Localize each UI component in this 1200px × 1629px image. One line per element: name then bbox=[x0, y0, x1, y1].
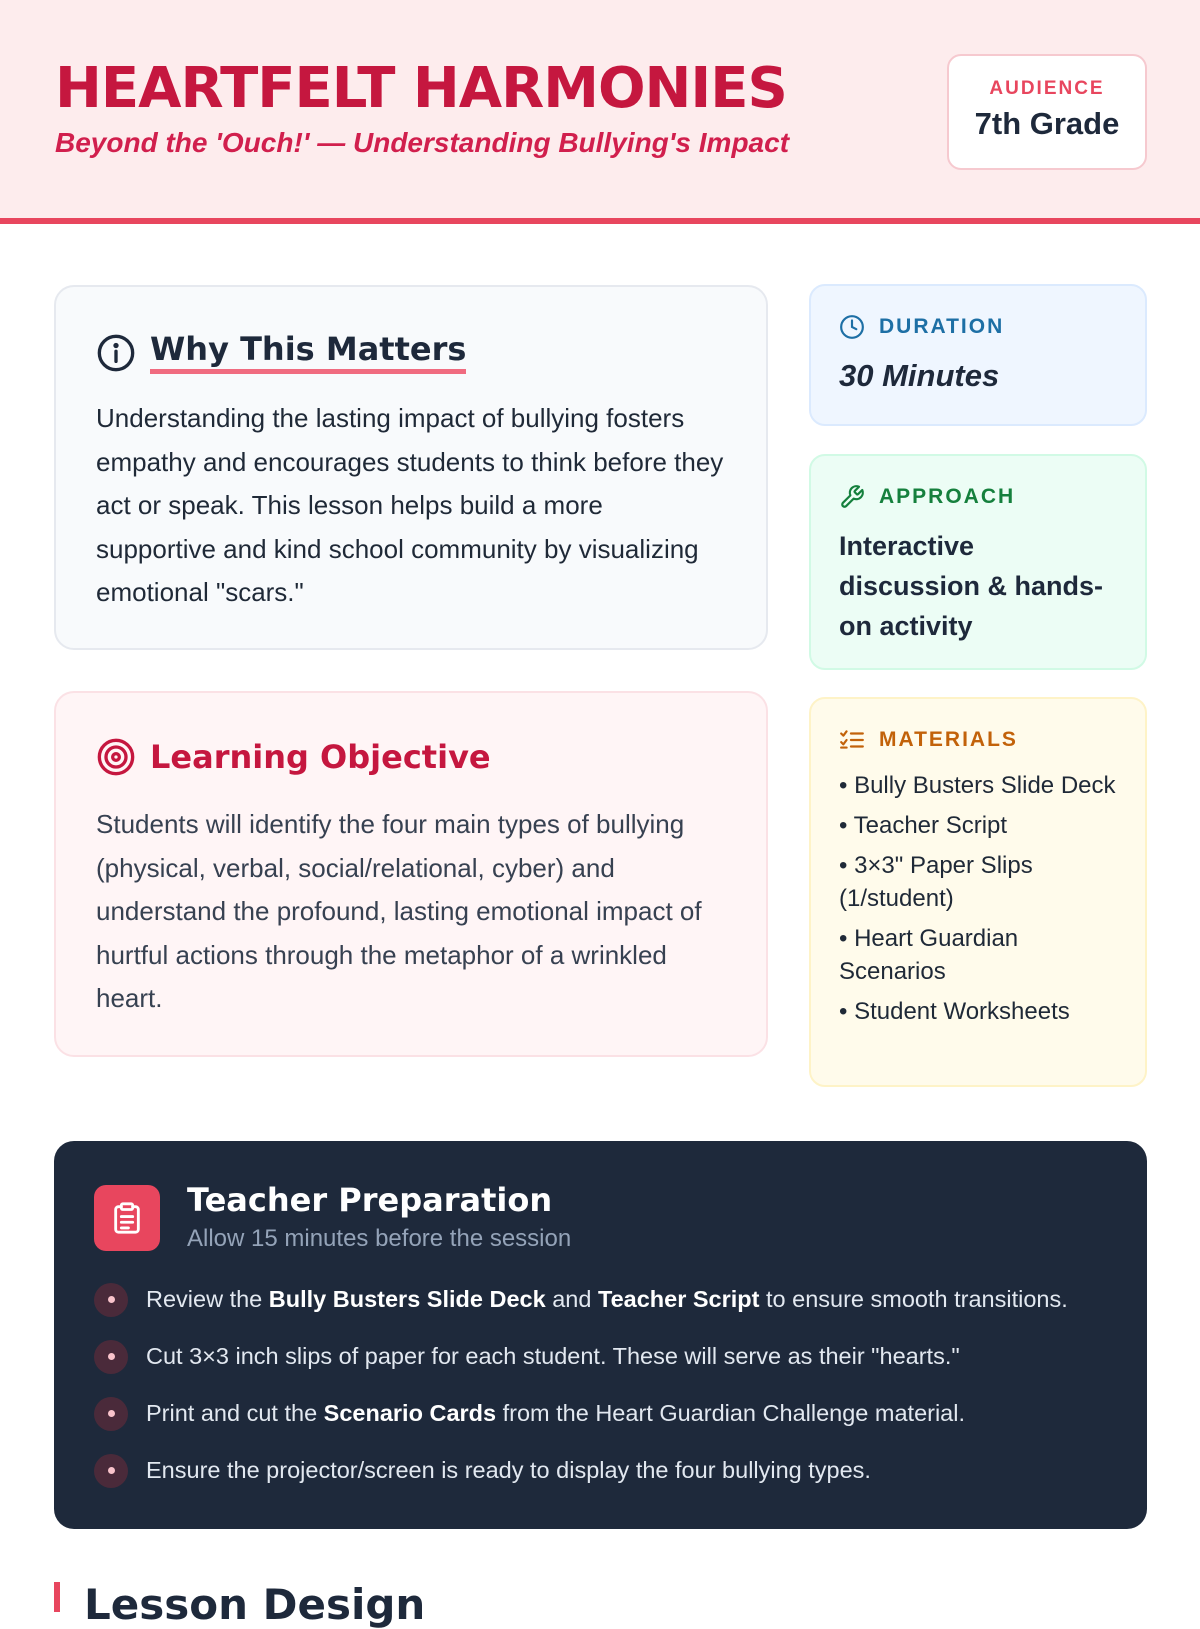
lesson-design-section-heading bbox=[54, 1580, 426, 1629]
page-subtitle: Beyond the 'Ouch!' — Understanding Bullying's Impact bbox=[55, 127, 790, 158]
materials-item: • 3×3" Paper Slips (1/student) bbox=[839, 852, 1033, 912]
materials-item: • Teacher Script bbox=[839, 812, 1008, 839]
prep-step-text: Review the Bully Busters Slide Deck and Teacher Script to ensure smooth transitions. bbox=[146, 1286, 1068, 1312]
objective-card bbox=[54, 691, 768, 1057]
materials-item: • Heart Guardian Scenarios bbox=[839, 925, 1019, 985]
duration-card bbox=[809, 284, 1147, 426]
duration-label: DURATION bbox=[879, 315, 1005, 338]
clock-icon bbox=[839, 314, 865, 340]
audience-label: AUDIENCE bbox=[989, 78, 1105, 99]
objective-body: Students will identify the four main types of bullying (physical, verbal, social/relational, cyber) and understand the profound, lasting emotional impact of hurtful actions through the metaphor of a wrinkled heart. bbox=[96, 809, 702, 1013]
prep-subtitle: Allow 15 minutes before the session bbox=[187, 1225, 572, 1252]
prep-step bbox=[94, 1328, 1124, 1385]
page-header bbox=[0, 0, 1200, 224]
wrench-icon bbox=[839, 484, 865, 510]
why-header bbox=[96, 331, 466, 374]
objective-title: Learning Objective bbox=[150, 738, 491, 776]
materials-item: • Student Worksheets bbox=[839, 998, 1070, 1025]
prep-step-text: Cut 3×3 inch slips of paper for each student. These will serve as their "hearts." bbox=[146, 1343, 960, 1369]
prep-step bbox=[94, 1385, 1124, 1442]
why-body: Understanding the lasting impact of bullying fosters empathy and encourages students to think before they act or speak. This lesson helps build a more supportive and kind school community by visualizing emotional "scars." bbox=[96, 403, 724, 607]
prep-step bbox=[94, 1442, 1124, 1499]
objective-header bbox=[96, 737, 491, 777]
audience-badge bbox=[947, 54, 1147, 170]
audience-value: 7th Grade bbox=[974, 106, 1120, 141]
why-card bbox=[54, 285, 768, 650]
materials-item: • Bully Busters Slide Deck bbox=[839, 772, 1116, 799]
bullet-dot-icon bbox=[94, 1454, 128, 1488]
page-title: HEARTFELT HARMONIES bbox=[55, 56, 787, 121]
prep-steps bbox=[94, 1271, 1124, 1499]
duration-value: 30 Minutes bbox=[839, 358, 1000, 393]
checklist-icon bbox=[839, 727, 865, 753]
approach-card bbox=[809, 454, 1147, 670]
teacher-preparation-panel bbox=[54, 1141, 1147, 1529]
clipboard-icon bbox=[110, 1201, 144, 1235]
prep-step-text: Ensure the projector/screen is ready to display the four bullying types. bbox=[146, 1457, 871, 1483]
bullet-dot-icon bbox=[94, 1340, 128, 1374]
bullet-dot-icon bbox=[94, 1283, 128, 1317]
prep-step bbox=[94, 1271, 1124, 1328]
materials-label: MATERIALS bbox=[879, 728, 1018, 751]
materials-list bbox=[839, 769, 1129, 1035]
bullet-dot-icon bbox=[94, 1397, 128, 1431]
lesson-design-title: Lesson Design bbox=[84, 1580, 426, 1629]
materials-card bbox=[809, 697, 1147, 1087]
why-title: Why This Matters bbox=[150, 331, 466, 374]
approach-header bbox=[839, 484, 1015, 510]
target-icon bbox=[96, 737, 136, 777]
materials-header bbox=[839, 727, 1018, 753]
prep-step-text: Print and cut the Scenario Cards from the Heart Guardian Challenge material. bbox=[146, 1400, 965, 1426]
prep-title: Teacher Preparation bbox=[187, 1181, 553, 1219]
duration-header bbox=[839, 314, 1004, 340]
info-icon bbox=[96, 333, 136, 373]
clipboard-icon-tile bbox=[94, 1185, 160, 1251]
approach-label: APPROACH bbox=[879, 485, 1016, 508]
approach-value: Interactive discussion & hands-on activity bbox=[839, 531, 1104, 641]
